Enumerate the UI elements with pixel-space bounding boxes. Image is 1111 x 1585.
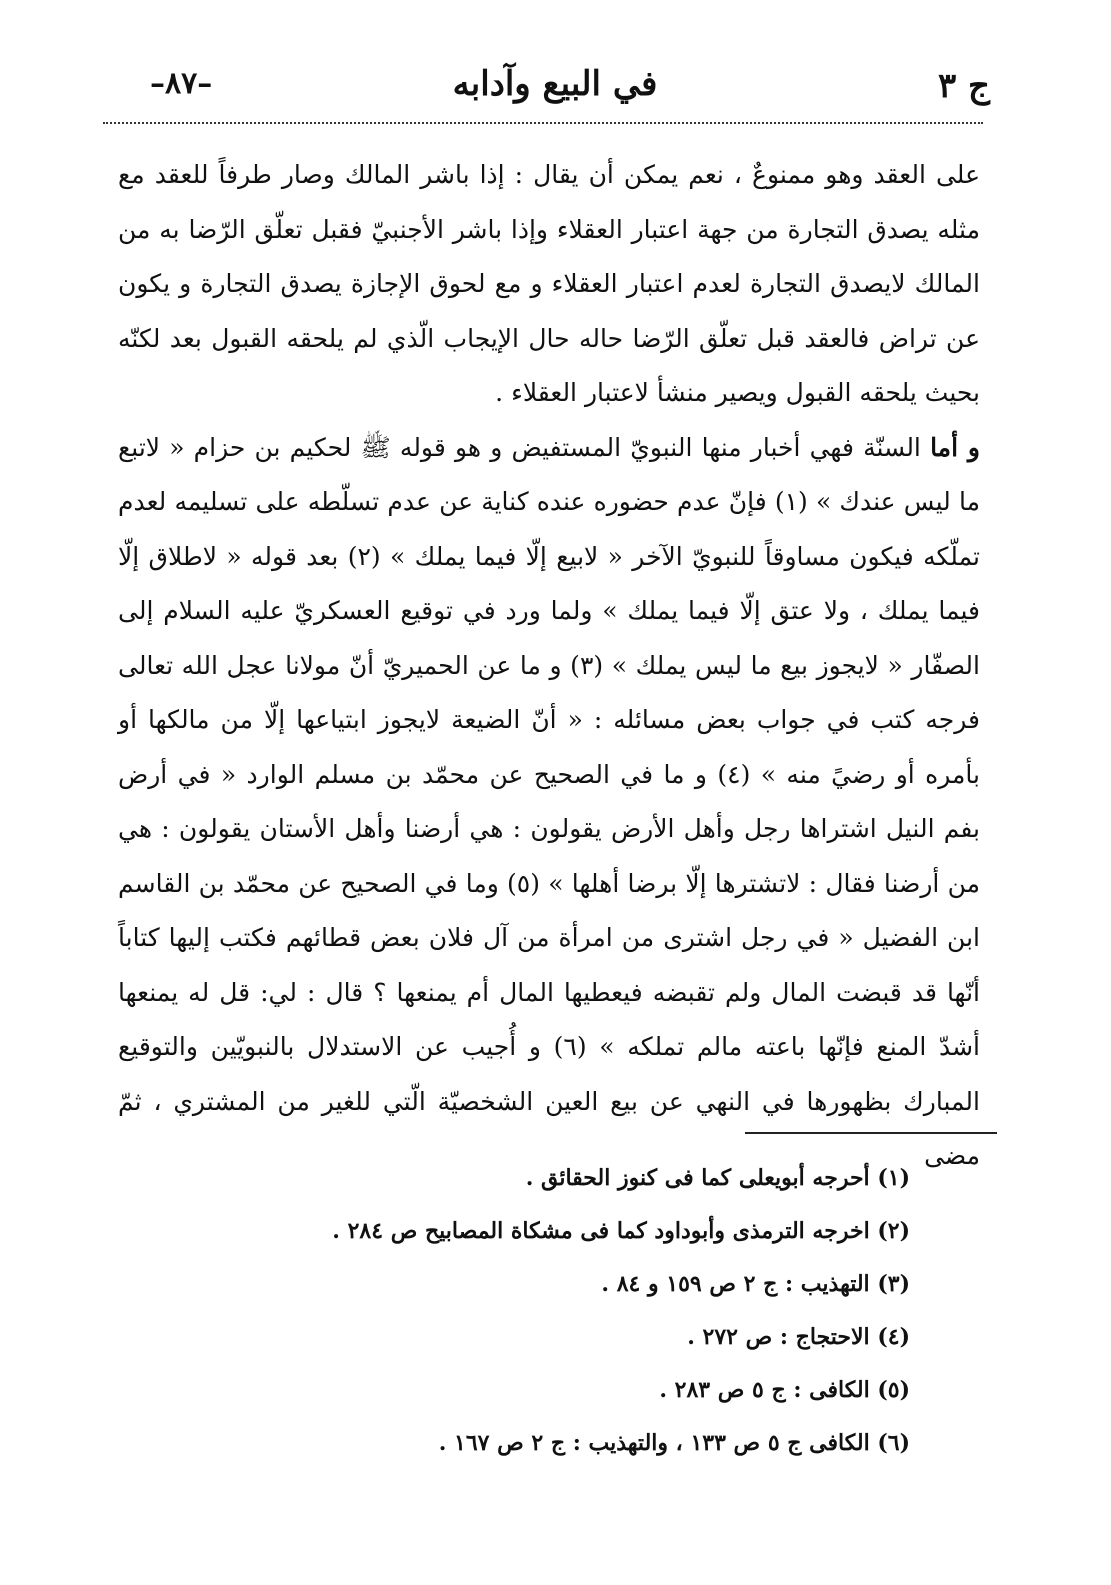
footnote-2: (٢) اخرجه الترمذى وأبوداود كما فى مشكاة المصابيح ص ٢٨٤ . [332, 1218, 910, 1244]
header-divider [103, 122, 983, 124]
footnote-6: (٦) الكافى ج ٥ ص ١٣٣ ، والتهذيب : ج ٢ ص ١٦٧ . [438, 1430, 910, 1456]
footnote-5: (٥) الكافى : ج ٥ ص ٢٨٣ . [659, 1377, 910, 1403]
page-number: –٨٧– [150, 66, 213, 101]
paragraph-2-text: السنّة فهي أخبار منها النبويّ المستفيض و هو قوله ﷺ لحكيم بن حزام « لاتبع ما ليس عندك » (١) فإنّ عدم حضوره عنده كناية عن عدم تسلّطه على تسليمه لعدم تملّكه فيكون مساوقاً للنبويّ الآخر « لابيع إلّا فيما يملك » (٢) بعد قوله « لاطلاق إلّا فيما يملك ، ولا عتق إلّا فيما يملك » ولما ورد في توقيع العسكريّ عليه السلام إلى الصفّار « لايجوز بيع ما ليس يملك » (٣) و ما عن الحميريّ أنّ مولانا عجل الله تعالى فرجه كتب في جواب بعض مسائله : « أنّ الضيعة لايجوز ابتياعها إلّا من مالكها أو بأمره أو رضيً منه » (٤) و ما في الصحيح عن محمّد بن مسلم الوارد « في أرض بفم النيل اشتراها رجل وأهل الأرض يقولون : هي أرضنا وأهل الأستان يقولون : هي من أرضنا فقال : لاتشترها إلّا برضا أهلها » (٥) وما في الصحيح عن محمّد بن القاسم ابن الفضيل « في رجل اشترى من امرأة من آل فلان بعض قطائهم فكتب إليها كتاباً أنّها قد قبضت المال ولم تقبضه فيعطيها المال أم يمنعها ؟ قال : لي: قل له يمنعها أشدّ المنع فإنّها باعته مالم تملكه » (٦) و أُجيب عن الاستدلال بالنبويّين والتوقيع المبارك بظهورها في النهي عن بيع العين الشخصيّة الّتي للغير من المشتري ، ثمّ مضى [118, 432, 980, 1170]
paragraph-2-lead: و أما [930, 432, 981, 462]
running-title: في البيع وآدابه [452, 64, 658, 104]
footnotes [118, 1152, 910, 1470]
volume-label: ج ٣ [937, 66, 990, 106]
footnote-divider [745, 1132, 997, 1134]
footnote-1: (١) أحرجه أبويعلى كما فى كنوز الحقائق . [525, 1165, 910, 1191]
footnote-3: (٣) التهذيب : ج ٢ ص ١٥٩ و ٨٤ . [601, 1271, 910, 1297]
paragraph-2 [118, 421, 980, 1184]
paragraph-1: على العقد وهو ممنوعٌ ، نعم يمكن أن يقال : إذا باشر المالك وصار طرفاً للعقد مع مثله يصدق التجارة من جهة اعتبار العقلاء وإذا باشر الأجنبيّ فقبل تعلّق الرّضا به من المالك لايصدق التجارة لعدم اعتبار العقلاء و مع لحوق الإجازة يصدق التجارة و يكون عن تراض فالعقد قبل تعلّق الرّضا حاله حال الإيجاب الّذي لم يلحقه القبول بعد لكنّه بحيث يلحقه القبول ويصير منشأ لاعتبار العقلاء . [118, 160, 980, 407]
footnote-4: (٤) الاحتجاج : ص ٢٧٢ . [687, 1324, 910, 1350]
main-text [118, 148, 980, 1184]
page-header [120, 62, 990, 112]
